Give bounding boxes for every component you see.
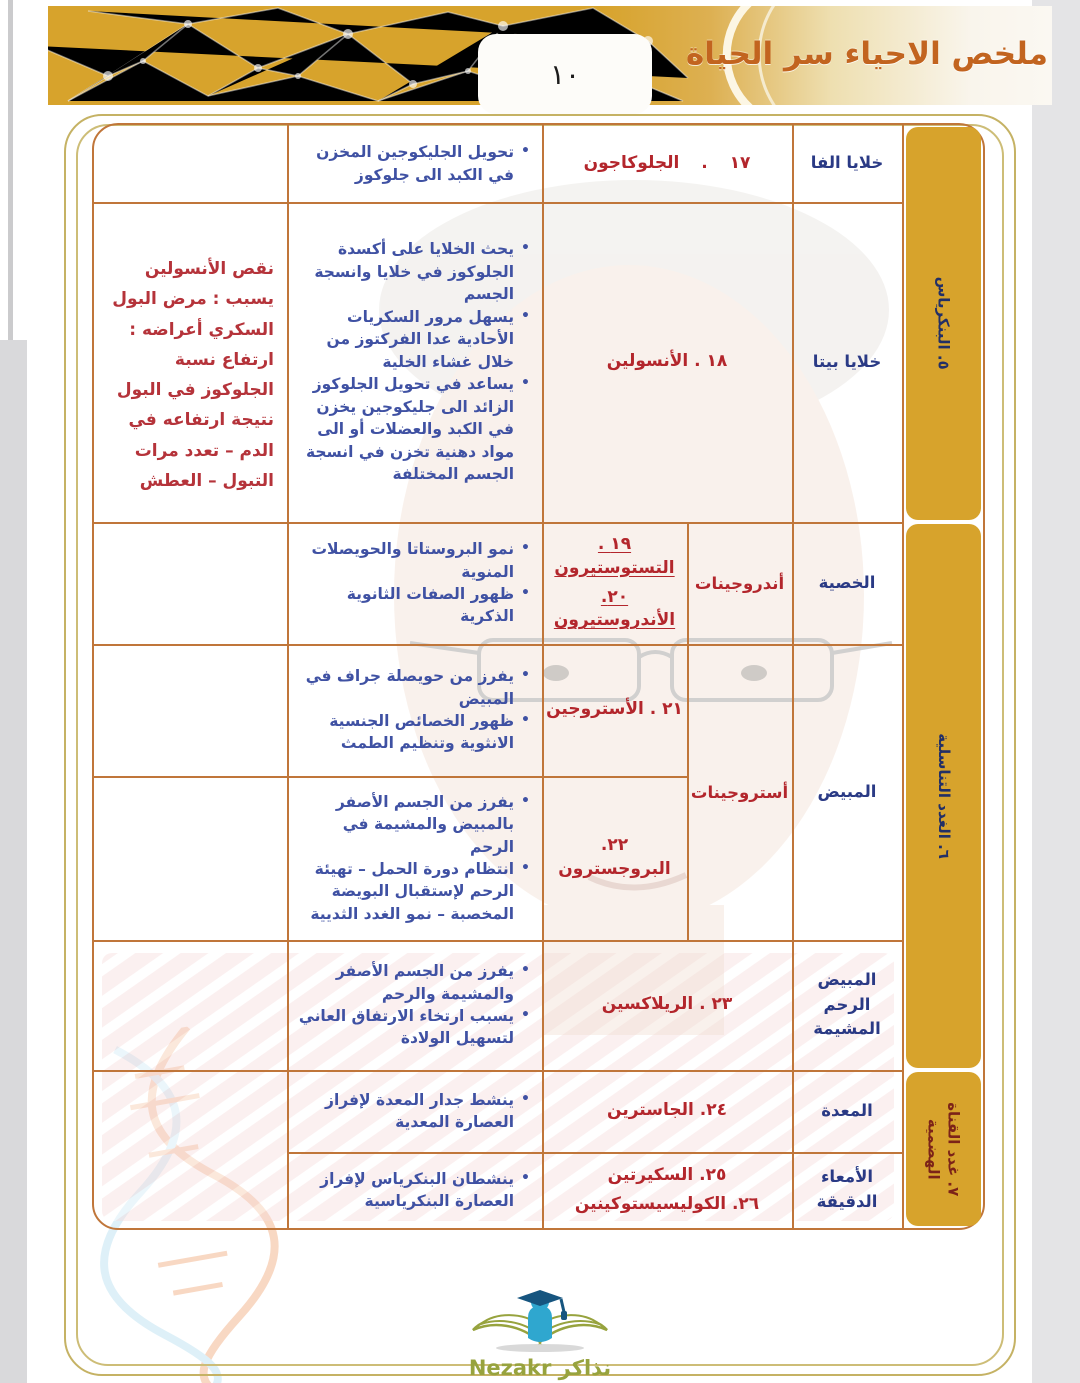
function-item: • نمو البروستاتا والحويصلات المنوية <box>311 540 515 581</box>
note-text: نقص الأنسولين يسبب : مرض البول السكري أعراضه : ارتفاع نسبة الجلوكوز في البول نتيجة ارتفاعه في الدم – تعدد مرات التبول – العطش <box>112 259 274 491</box>
function-cell <box>289 940 540 1070</box>
function-item: • يحث الخلايا على أكسدة الجلوكوز في خلايا وانسجة الجسم <box>314 240 515 304</box>
gland-cell-alpha-cells: خلايا الفا <box>810 153 884 173</box>
hormone-cell-secretin-cck <box>544 1152 790 1228</box>
function-cell <box>289 522 540 644</box>
hormone-name: ١٧ . الجلوكاجون <box>583 152 751 173</box>
section-label: ٥. البنكرياس <box>934 276 953 371</box>
function-cell <box>289 202 540 522</box>
hormone-cell-progesterone <box>544 776 685 940</box>
hormone-cell-insulin <box>544 202 790 522</box>
section-label: ٧. غدد القناة <box>944 1101 963 1197</box>
hormone-name: ١٨ . الأنسولين <box>606 351 728 372</box>
gland-cell-beta-cells: خلايا بيتا <box>812 351 882 371</box>
function-item: • انتظام دورة الحمل – تهيئة الرحم لإستقبال البويضة المخصبة – نمو الغدد الثديية <box>310 860 515 923</box>
hormone-cell-gastrin <box>544 1070 790 1152</box>
function-item: • ظهور الخصائص الجنسية الانثوية وتنظيم الطمث <box>329 712 515 753</box>
section-label: الهضمية <box>924 1118 943 1180</box>
function-item: • ينشطان البنكرياس لإفراز العصارة البنكرياسية <box>320 1169 515 1210</box>
function-cell <box>289 644 540 776</box>
nezakr-logo <box>440 1288 640 1380</box>
hormone-name: ٢٢. البروجسترون <box>558 835 671 879</box>
page-title: ملخص الاحياء سر الحياة <box>685 36 1048 72</box>
function-item: • يفرز من الجسم الأصفر والمشيمة والرحم <box>335 962 515 1003</box>
scan-edge-right <box>1032 0 1080 1383</box>
section-band-reproductive <box>906 524 981 1068</box>
function-item: • يسبب ارتخاء الارتفاق العاني لتسهيل الولادة <box>298 1007 515 1048</box>
hormones-table <box>92 123 985 1230</box>
function-item: • تحويل الجليكوجين المخزن في الكبد الى جلوكوز <box>316 143 515 184</box>
section-band-pancreas <box>906 127 981 520</box>
hormone-cell-relaxin <box>544 940 790 1070</box>
note-cell-insulin-deficiency <box>94 202 287 522</box>
hormone-name: ٢٤. الجاسترين <box>607 1100 727 1121</box>
function-item: • ينشط جدار المعدة لإفراز العصارة المعدية <box>325 1090 515 1131</box>
category-cell-estrogens: أستروجينات <box>690 782 789 802</box>
scan-edge-left <box>0 340 27 1383</box>
nezakr-logo-icon <box>465 1288 615 1354</box>
grid-line <box>902 125 904 1228</box>
category-cell-androgens: أندروجينات <box>694 573 785 593</box>
function-item: • يسهل مرور السكريات الأحادية عدا الفركتوز من خلال غشاء الخلية <box>326 307 515 371</box>
function-item: • يفرز من الجسم الأصفر بالمبيض والمشيمة في الرحم <box>335 792 515 856</box>
gland-cell-stomach: المعدة <box>821 1100 873 1120</box>
hormone-name: ٢٦. الكوليسيستوكينين <box>574 1193 760 1214</box>
page-number: ١٠ <box>549 57 581 91</box>
function-item: • يساعد في تحويل الجلوكوز الزائد الى جليكوجين يخزن في الكبد والعضلات أو الى مواد دهنية تخزن في انسجة الجسم المختلفة <box>305 375 515 484</box>
function-cell <box>289 776 540 940</box>
hormone-name: ٢٠. الأندروستيرون <box>553 586 676 631</box>
hormone-name: ٢٣ . الريلاكسين <box>601 994 733 1015</box>
function-item: • ظهور الصفات الثانوية الذكرية <box>346 585 515 626</box>
function-cell <box>289 1070 540 1152</box>
section-label: ٦. الغدد التناسلية <box>934 733 953 859</box>
gland-cell-small-intestine: الأمعاء الدقيقة <box>816 1167 878 1211</box>
hormone-cell-estrogen <box>544 644 685 776</box>
hormone-cell-glucagon <box>544 125 790 202</box>
gland-cell-ovary-uterus-placenta: المبيض الرحم المشيمة <box>813 969 881 1039</box>
page-number-tab <box>478 34 652 114</box>
function-cell <box>289 1152 540 1228</box>
hormone-name: ١٩ . التستوستيرون <box>554 533 675 578</box>
hormone-name: ٢١ . الأستروجين <box>546 699 683 720</box>
graduation-cap-icon <box>517 1290 563 1306</box>
hormone-name: ٢٥. السكيرتين <box>607 1164 727 1185</box>
section-band-digestive <box>906 1072 981 1226</box>
function-item: • يفرز من حويصلة جراف في المبيض <box>305 667 515 708</box>
nezakr-logo-text: نذاكر Nezakr <box>468 1356 612 1380</box>
gland-cell-ovary: المبيض <box>817 781 877 801</box>
function-cell <box>289 125 540 202</box>
gland-cell-testis: الخصية <box>818 572 876 592</box>
scan-edge-left-line <box>8 0 13 340</box>
hormone-cell-testosterone-androsterone <box>544 522 685 644</box>
